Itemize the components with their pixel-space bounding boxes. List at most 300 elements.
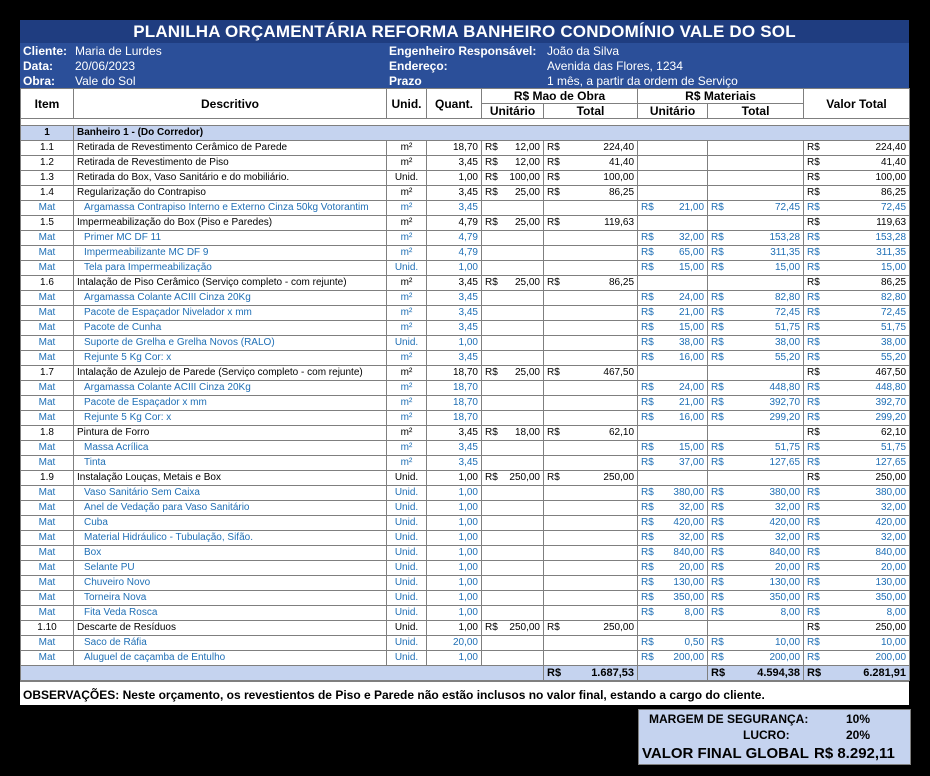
mat-total-cell-value: 311,35: [770, 247, 801, 258]
currency-symbol: R$: [807, 517, 820, 528]
mat-unit-cell-value: 21,00: [678, 397, 705, 408]
valor-total-cell-value: 299,20: [875, 412, 907, 423]
prazo-label: Prazo: [389, 74, 422, 88]
quant-cell-value: 3,45: [458, 442, 478, 453]
unid-cell-value: Unid.: [394, 337, 419, 348]
quant-cell: [427, 486, 482, 501]
mat-total-cell: [708, 291, 804, 306]
lucro-value: 20%: [846, 728, 871, 742]
mo-unit-cell: [482, 411, 544, 426]
mo-total-cell: [544, 231, 638, 246]
mo-unit-cell: [482, 456, 544, 471]
valor-final-value: R$ 8.292,11: [814, 745, 895, 762]
currency-symbol: R$: [485, 427, 498, 438]
material-row: [21, 396, 910, 411]
currency-symbol: R$: [711, 577, 724, 588]
valor-total-cell-value: 130,00: [875, 577, 907, 588]
unid-cell: [387, 216, 427, 231]
material-row: [21, 291, 910, 306]
quant-cell-value: 3,45: [458, 322, 478, 333]
unid-cell-value: Unid.: [394, 592, 419, 603]
quant-cell-value: 1,00: [458, 562, 478, 573]
mat-total-cell-value: 72,45: [775, 202, 801, 213]
mo-unit-cell-value: 25,00: [514, 187, 540, 198]
mo-unit-cell-value: 18,00: [514, 427, 540, 438]
currency-symbol: R$: [485, 622, 498, 633]
item-cell: [21, 351, 74, 366]
quant-cell-value: 18,70: [452, 397, 478, 408]
valor-total-cell-value: 200,00: [875, 652, 907, 663]
item-cell: [21, 546, 74, 561]
valor-total-cell: [804, 351, 910, 366]
quant-cell: [427, 216, 482, 231]
unid-cell: [387, 381, 427, 396]
unid-cell-value: Unid.: [394, 532, 419, 543]
mo-total-cell: [544, 531, 638, 546]
item-cell-value: 1.8: [40, 427, 54, 438]
currency-symbol: R$: [711, 517, 724, 528]
material-row: [21, 651, 910, 666]
mo-total-cell: [544, 621, 638, 636]
currency-symbol: R$: [807, 442, 820, 453]
service-row: [21, 156, 910, 171]
unid-cell: [387, 471, 427, 486]
currency-symbol: R$: [711, 397, 724, 408]
mo-unit-cell: [482, 606, 544, 621]
desc-cell: [74, 216, 387, 231]
mat-unit-cell: [638, 411, 708, 426]
item-cell-value: Mat: [38, 517, 56, 528]
unid-cell: [387, 426, 427, 441]
valor-total-cell-value: 250,00: [875, 622, 907, 633]
currency-symbol: R$: [807, 622, 820, 633]
header-mo-unitario: Unitário: [482, 104, 544, 119]
mo-total-cell: [544, 396, 638, 411]
material-row: [21, 516, 910, 531]
currency-symbol: R$: [711, 382, 724, 393]
item-cell: [21, 171, 74, 186]
valor-total-cell-value: 55,20: [881, 352, 907, 363]
mo-unit-cell: [482, 216, 544, 231]
valor-total-cell: [804, 171, 910, 186]
valor-total-cell: [804, 516, 910, 531]
desc-cell-value: Material Hidráulico - Tubulação, Sifão.: [84, 532, 253, 543]
quant-cell: [427, 231, 482, 246]
currency-symbol: R$: [807, 637, 820, 648]
mo-total-cell: [544, 261, 638, 276]
item-cell-value: Mat: [38, 232, 56, 243]
currency-symbol: R$: [711, 337, 724, 348]
material-row: [21, 591, 910, 606]
currency-symbol: R$: [711, 487, 724, 498]
mo-unit-cell: [482, 351, 544, 366]
valor-total-cell-value: 8,00: [886, 607, 907, 618]
mat-total-cell: [708, 606, 804, 621]
mat-unit-cell: [638, 591, 708, 606]
mo-unit-cell: [482, 366, 544, 381]
item-cell: [21, 141, 74, 156]
currency-symbol: R$: [641, 352, 654, 363]
mo-unit-cell: [482, 651, 544, 666]
item-cell-value: Mat: [38, 307, 56, 318]
mat-unit-cell-value: 32,00: [678, 532, 705, 543]
quant-cell: [427, 576, 482, 591]
desc-cell-value: Pacote de Cunha: [84, 322, 162, 333]
mat-unit-cell: [638, 606, 708, 621]
valor-total-cell-value: 32,00: [881, 502, 907, 513]
material-row: [21, 201, 910, 216]
material-row: [21, 531, 910, 546]
mat-unit-cell-value: 420,00: [673, 517, 705, 528]
mo-unit-cell: [482, 381, 544, 396]
unid-cell: [387, 246, 427, 261]
mo-unit-cell: [482, 336, 544, 351]
mat-total-cell: [708, 441, 804, 456]
currency-symbol: R$: [641, 637, 654, 648]
mat-total-cell: [708, 576, 804, 591]
desc-cell-value: Chuveiro Novo: [84, 577, 151, 588]
mat-total-cell: [708, 171, 804, 186]
item-cell-value: Mat: [38, 202, 56, 213]
currency-symbol: R$: [641, 502, 654, 513]
currency-symbol: R$: [711, 412, 724, 423]
item-cell: [21, 501, 74, 516]
mat-unit-cell-value: 350,00: [673, 592, 705, 603]
mat-unit-cell: [638, 201, 708, 216]
header-mat-unitario: Unitário: [638, 104, 708, 119]
service-row: [21, 621, 910, 636]
quant-cell: [427, 456, 482, 471]
quant-cell: [427, 621, 482, 636]
summary-box: [638, 709, 911, 765]
mo-unit-cell-value: 25,00: [514, 217, 540, 228]
unid-cell: [387, 456, 427, 471]
unid-cell-value: m²: [400, 277, 413, 288]
unid-cell-value: Unid.: [394, 652, 419, 663]
quant-cell-value: 3,45: [458, 202, 478, 213]
mat-total-cell-value: 10,00: [775, 637, 801, 648]
quant-cell-value: 1,00: [458, 487, 478, 498]
mat-total-cell: [708, 411, 804, 426]
unid-cell-value: m²: [400, 142, 413, 153]
mat-unit-cell: [638, 276, 708, 291]
item-cell: [21, 396, 74, 411]
currency-symbol: R$: [711, 307, 724, 318]
quant-cell-value: 3,45: [458, 187, 478, 198]
mo-total-cell: [544, 246, 638, 261]
desc-cell: [74, 411, 387, 426]
mo-total-cell-value: 62,10: [608, 427, 635, 438]
mat-total-cell-value: 20,00: [775, 562, 801, 573]
valor-total-cell-value: 840,00: [875, 547, 907, 558]
mat-unit-cell-value: 20,00: [678, 562, 705, 573]
mat-unit-cell: [638, 246, 708, 261]
header-mo-total: Total: [544, 104, 638, 119]
unid-cell-value: m²: [400, 322, 413, 333]
mat-unit-cell-value: 16,00: [678, 412, 705, 423]
mo-unit-cell: [482, 576, 544, 591]
item-cell-value: Mat: [38, 502, 56, 513]
mat-total-cell-value: 72,45: [775, 307, 801, 318]
unid-cell-value: Unid.: [394, 472, 419, 483]
currency-symbol: R$: [711, 637, 724, 648]
mo-unit-cell: [482, 201, 544, 216]
budget-table: [20, 88, 910, 681]
valor-total-cell: [804, 366, 910, 381]
currency-symbol: R$: [807, 172, 820, 183]
currency-symbol: R$: [807, 487, 820, 498]
unid-cell: [387, 591, 427, 606]
item-cell: [21, 591, 74, 606]
mat-total-cell: [708, 456, 804, 471]
mat-unit-cell: [638, 261, 708, 276]
valor-total-cell-value: 62,10: [881, 427, 907, 438]
unid-cell: [387, 396, 427, 411]
mat-unit-cell: [638, 516, 708, 531]
mat-unit-cell: [638, 381, 708, 396]
item-cell: [21, 366, 74, 381]
quant-cell-value: 3,45: [458, 352, 478, 363]
unid-cell: [387, 516, 427, 531]
mat-unit-cell-value: 24,00: [678, 382, 705, 393]
valor-total-cell: [804, 336, 910, 351]
unid-cell-value: m²: [400, 307, 413, 318]
desc-cell: [74, 231, 387, 246]
obra-label: Obra:: [23, 74, 56, 88]
mat-total-cell: [708, 366, 804, 381]
mo-total-cell: [544, 186, 638, 201]
quant-cell: [427, 306, 482, 321]
valor-total-cell-value: 392,70: [875, 397, 907, 408]
mat-unit-cell: [638, 216, 708, 231]
unid-cell-value: Unid.: [394, 262, 419, 273]
mat-unit-cell-value: 32,00: [678, 232, 705, 243]
mo-unit-cell: [482, 546, 544, 561]
mat-total-cell-value: 130,00: [769, 577, 801, 588]
item-cell: [21, 531, 74, 546]
unid-cell: [387, 291, 427, 306]
mo-total-cell: [544, 606, 638, 621]
item-cell: [21, 336, 74, 351]
mo-unit-cell: [482, 561, 544, 576]
mat-unit-cell: [638, 141, 708, 156]
desc-cell: [74, 306, 387, 321]
desc-cell: [74, 501, 387, 516]
currency-symbol: R$: [807, 592, 820, 603]
mat-unit-cell: [638, 231, 708, 246]
quant-cell-value: 18,70: [452, 142, 478, 153]
unid-cell-value: m²: [400, 292, 413, 303]
unid-cell-value: Unid.: [394, 547, 419, 558]
item-cell: [21, 381, 74, 396]
mo-unit-cell: [482, 591, 544, 606]
currency-symbol: R$: [807, 277, 820, 288]
mo-total-cell: [544, 651, 638, 666]
valor-total-cell: [804, 561, 910, 576]
unid-cell: [387, 621, 427, 636]
currency-symbol: R$: [711, 607, 724, 618]
valor-total-cell-value: 350,00: [875, 592, 907, 603]
mat-unit-cell: [638, 546, 708, 561]
unid-cell: [387, 171, 427, 186]
desc-cell-value: Torneira Nova: [84, 592, 147, 603]
currency-symbol: R$: [807, 232, 820, 243]
currency-symbol: R$: [547, 622, 560, 633]
quant-cell: [427, 201, 482, 216]
item-cell-value: 1.1: [40, 142, 54, 153]
unid-cell-value: m²: [400, 247, 413, 258]
endereco-label: Endereço:: [389, 59, 448, 73]
desc-cell: [74, 636, 387, 651]
unid-cell-value: Unid.: [394, 172, 419, 183]
desc-cell-value: Regularização do Contrapiso: [77, 187, 206, 198]
valor-total-cell-value: 86,25: [881, 187, 907, 198]
mat-total-cell: [708, 216, 804, 231]
desc-cell-value: Pacote de Espaçador Nivelador x mm: [84, 307, 252, 318]
unid-cell-value: m²: [400, 382, 413, 393]
unid-cell: [387, 336, 427, 351]
unid-cell: [387, 231, 427, 246]
material-row: [21, 411, 910, 426]
mat-total-cell-value: 15,00: [775, 262, 801, 273]
engenheiro-value: João da Silva: [547, 44, 620, 58]
material-row: [21, 636, 910, 651]
desc-cell-value: Vaso Sanitário Sem Caixa: [84, 487, 200, 498]
unid-cell-value: m²: [400, 217, 413, 228]
valor-total-cell-value: 380,00: [875, 487, 907, 498]
mat-total-cell-value: 420,00: [769, 517, 801, 528]
desc-cell-value: Argamassa Colante ACIII Cinza 20Kg: [84, 292, 251, 303]
cliente-label: Cliente:: [23, 44, 68, 58]
item-cell-value: Mat: [38, 337, 56, 348]
unid-cell: [387, 636, 427, 651]
mat-total-cell-value: 55,20: [775, 352, 801, 363]
quant-cell: [427, 396, 482, 411]
mat-unit-cell-value: 24,00: [678, 292, 705, 303]
item-cell: [21, 516, 74, 531]
unid-cell: [387, 351, 427, 366]
desc-cell: [74, 651, 387, 666]
valor-total-cell: [804, 531, 910, 546]
unid-cell: [387, 186, 427, 201]
mo-unit-cell: [482, 531, 544, 546]
currency-symbol: R$: [485, 367, 498, 378]
currency-symbol: R$: [547, 157, 560, 168]
currency-symbol: R$: [807, 502, 820, 513]
valor-total-cell: [804, 411, 910, 426]
header-mat-total: Total: [708, 104, 804, 119]
mo-total-cell: [544, 501, 638, 516]
mo-unit-cell: [482, 156, 544, 171]
mat-total-cell: [708, 486, 804, 501]
mo-total-cell: [544, 336, 638, 351]
unid-cell-value: Unid.: [394, 562, 419, 573]
quant-cell-value: 18,70: [452, 412, 478, 423]
currency-symbol: R$: [485, 277, 498, 288]
unid-cell-value: Unid.: [394, 517, 419, 528]
unid-cell-value: m²: [400, 202, 413, 213]
desc-cell-value: Pacote de Espaçador x mm: [84, 397, 207, 408]
mo-total-cell: [544, 516, 638, 531]
valor-total-cell: [804, 441, 910, 456]
mo-unit-cell-value: 25,00: [514, 277, 540, 288]
item-cell: [21, 486, 74, 501]
desc-cell: [74, 336, 387, 351]
quant-cell: [427, 471, 482, 486]
mat-unit-cell: [638, 456, 708, 471]
currency-symbol: R$: [547, 217, 560, 228]
currency-symbol: R$: [807, 577, 820, 588]
header-unid: Unid.: [387, 89, 427, 119]
mo-total-cell-value: 41,40: [608, 157, 635, 168]
desc-cell-value: Pintura de Forro: [77, 427, 150, 438]
currency-symbol: R$: [641, 607, 654, 618]
mat-unit-cell: [638, 426, 708, 441]
item-cell: [21, 636, 74, 651]
mo-total-cell-value: 467,50: [603, 367, 635, 378]
quant-cell: [427, 636, 482, 651]
mo-unit-cell: [482, 516, 544, 531]
currency-symbol: R$: [807, 472, 820, 483]
mat-unit-cell: [638, 171, 708, 186]
group-item: 1: [21, 126, 74, 141]
item-cell-value: Mat: [38, 262, 56, 273]
unid-cell-value: m²: [400, 412, 413, 423]
valor-total-cell: [804, 621, 910, 636]
mat-total-cell: [708, 321, 804, 336]
desc-cell: [74, 561, 387, 576]
material-row: [21, 381, 910, 396]
mat-unit-cell: [638, 351, 708, 366]
total-materiais: [708, 666, 804, 681]
lucro-label: LUCRO:: [743, 728, 790, 742]
mat-total-cell: [708, 186, 804, 201]
desc-cell-value: Tinta: [84, 457, 106, 468]
mat-total-cell: [708, 231, 804, 246]
quant-cell: [427, 531, 482, 546]
mat-unit-cell-value: 15,00: [678, 262, 705, 273]
desc-cell-value: Anel de Vedação para Vaso Sanitário: [84, 502, 250, 513]
quant-cell: [427, 321, 482, 336]
currency-symbol: R$: [711, 502, 724, 513]
currency-symbol: R$: [485, 157, 498, 168]
quant-cell: [427, 351, 482, 366]
item-cell-value: 1.7: [40, 367, 54, 378]
valor-total-cell-value: 41,40: [881, 157, 907, 168]
mat-unit-cell: [638, 651, 708, 666]
quant-cell: [427, 141, 482, 156]
unid-cell: [387, 576, 427, 591]
unid-cell-value: Unid.: [394, 502, 419, 513]
desc-cell-value: Aluguel de caçamba de Entulho: [84, 652, 226, 663]
quant-cell-value: 1,00: [458, 592, 478, 603]
material-row: [21, 576, 910, 591]
mo-total-cell-value: 86,25: [608, 277, 635, 288]
quant-cell: [427, 516, 482, 531]
mo-total-cell: [544, 141, 638, 156]
currency-symbol: R$: [807, 247, 820, 258]
mat-total-cell-value: 200,00: [769, 652, 801, 663]
desc-cell: [74, 186, 387, 201]
desc-cell-value: Rejunte 5 Kg Cor: x: [84, 352, 172, 363]
mo-unit-cell-value: 100,00: [509, 172, 540, 183]
data-label: Data:: [23, 59, 54, 73]
quant-cell-value: 18,70: [452, 382, 478, 393]
unid-cell-value: m²: [400, 232, 413, 243]
mo-unit-cell-value: 250,00: [509, 472, 540, 483]
mat-unit-cell-value: 15,00: [678, 442, 705, 453]
valor-total-cell: [804, 636, 910, 651]
